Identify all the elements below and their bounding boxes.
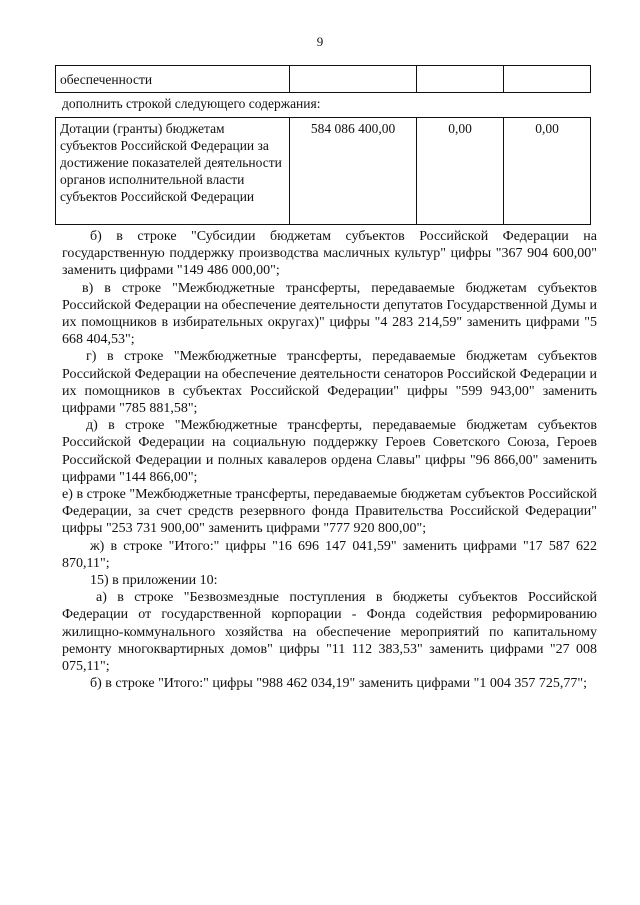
- amount-cell: [417, 66, 504, 93]
- budget-table-fragment-top: [55, 65, 591, 93]
- amount-cell: [504, 66, 591, 93]
- table-row: [56, 118, 591, 225]
- budget-table-new-row: [55, 117, 591, 225]
- paragraph-g: г) в строке "Межбюджетные трансферты, передаваемые бюджетам субъектов Российской Федерации на обеспечение деятельности сенаторов Российской Федерации и их помощников в субъектах Российской Федерации" цифры "599 943,00" заменить цифрами "785 881,58";: [62, 349, 597, 417]
- amount-cell: 584 086 400,00: [290, 118, 417, 225]
- paragraph-v: в) в строке "Межбюджетные трансферты, передаваемые бюджетам субъектов Российской Федерации на обеспечение деятельности депутатов Государственной Думы и их помощников в избирательных округах)" цифры "4 283 214,59" заменить цифрами "5 668 404,53";: [62, 280, 597, 348]
- paragraph-a: а) в строке "Безвозмездные поступления в бюджеты субъектов Российской Федерации от государственной корпорации - Фонда содействия реформированию жилищно-коммунального хозяйства на обеспечение мероприятий по капитальному ремонту многоквартирных домов" цифры "11 112 383,53" заменить цифрами "27 008 075,11";: [62, 590, 597, 675]
- amount-cell: 0,00: [417, 118, 504, 225]
- amount-cell: [290, 66, 417, 93]
- row-name-cell: обеспеченности: [56, 66, 290, 93]
- table-row: [56, 66, 591, 93]
- paragraph-e: е) в строке "Межбюджетные трансферты, передаваемые бюджетам субъектов Российской Федерации, за счет средств резервного фонда Правительства Российской Федерации" цифры "253 731 900,00" заменить цифрами "777 920 800,00";: [62, 487, 597, 537]
- paragraph-b: б) в строке "Субсидии бюджетам субъектов Российской Федерации на государственную поддержку производства масличных культур" цифры "367 904 600,00" заменить цифрами "149 486 000,00";: [62, 229, 597, 279]
- amount-cell: 0,00: [504, 118, 591, 225]
- insert-instruction: дополнить строкой следующего содержания:: [62, 96, 321, 111]
- paragraph-d: д) в строке "Межбюджетные трансферты, передаваемые бюджетам субъектов Российской Федерации на социальную поддержку Героев Советского Союза, Героев Российской Федерации и полных кавалеров ордена Славы" цифры "96 866,00" заменить цифрами "144 866,00";: [62, 418, 597, 485]
- paragraph-15: 15) в приложении 10:: [90, 573, 218, 589]
- paragraph-b-2: б) в строке "Итого:" цифры "988 462 034,19" заменить цифрами "1 004 357 725,77";: [90, 676, 587, 692]
- paragraph-zh: ж) в строке "Итого:" цифры "16 696 147 041,59" заменить цифрами "17 587 622 870,11";: [62, 538, 597, 571]
- amendment-text: [62, 228, 597, 692]
- row-name-cell: Дотации (гранты) бюджетам субъектов Российской Федерации за достижение показателей деятельности органов исполнительной власти субъектов Российской Федерации: [56, 118, 290, 225]
- page-number: 9: [316, 34, 324, 49]
